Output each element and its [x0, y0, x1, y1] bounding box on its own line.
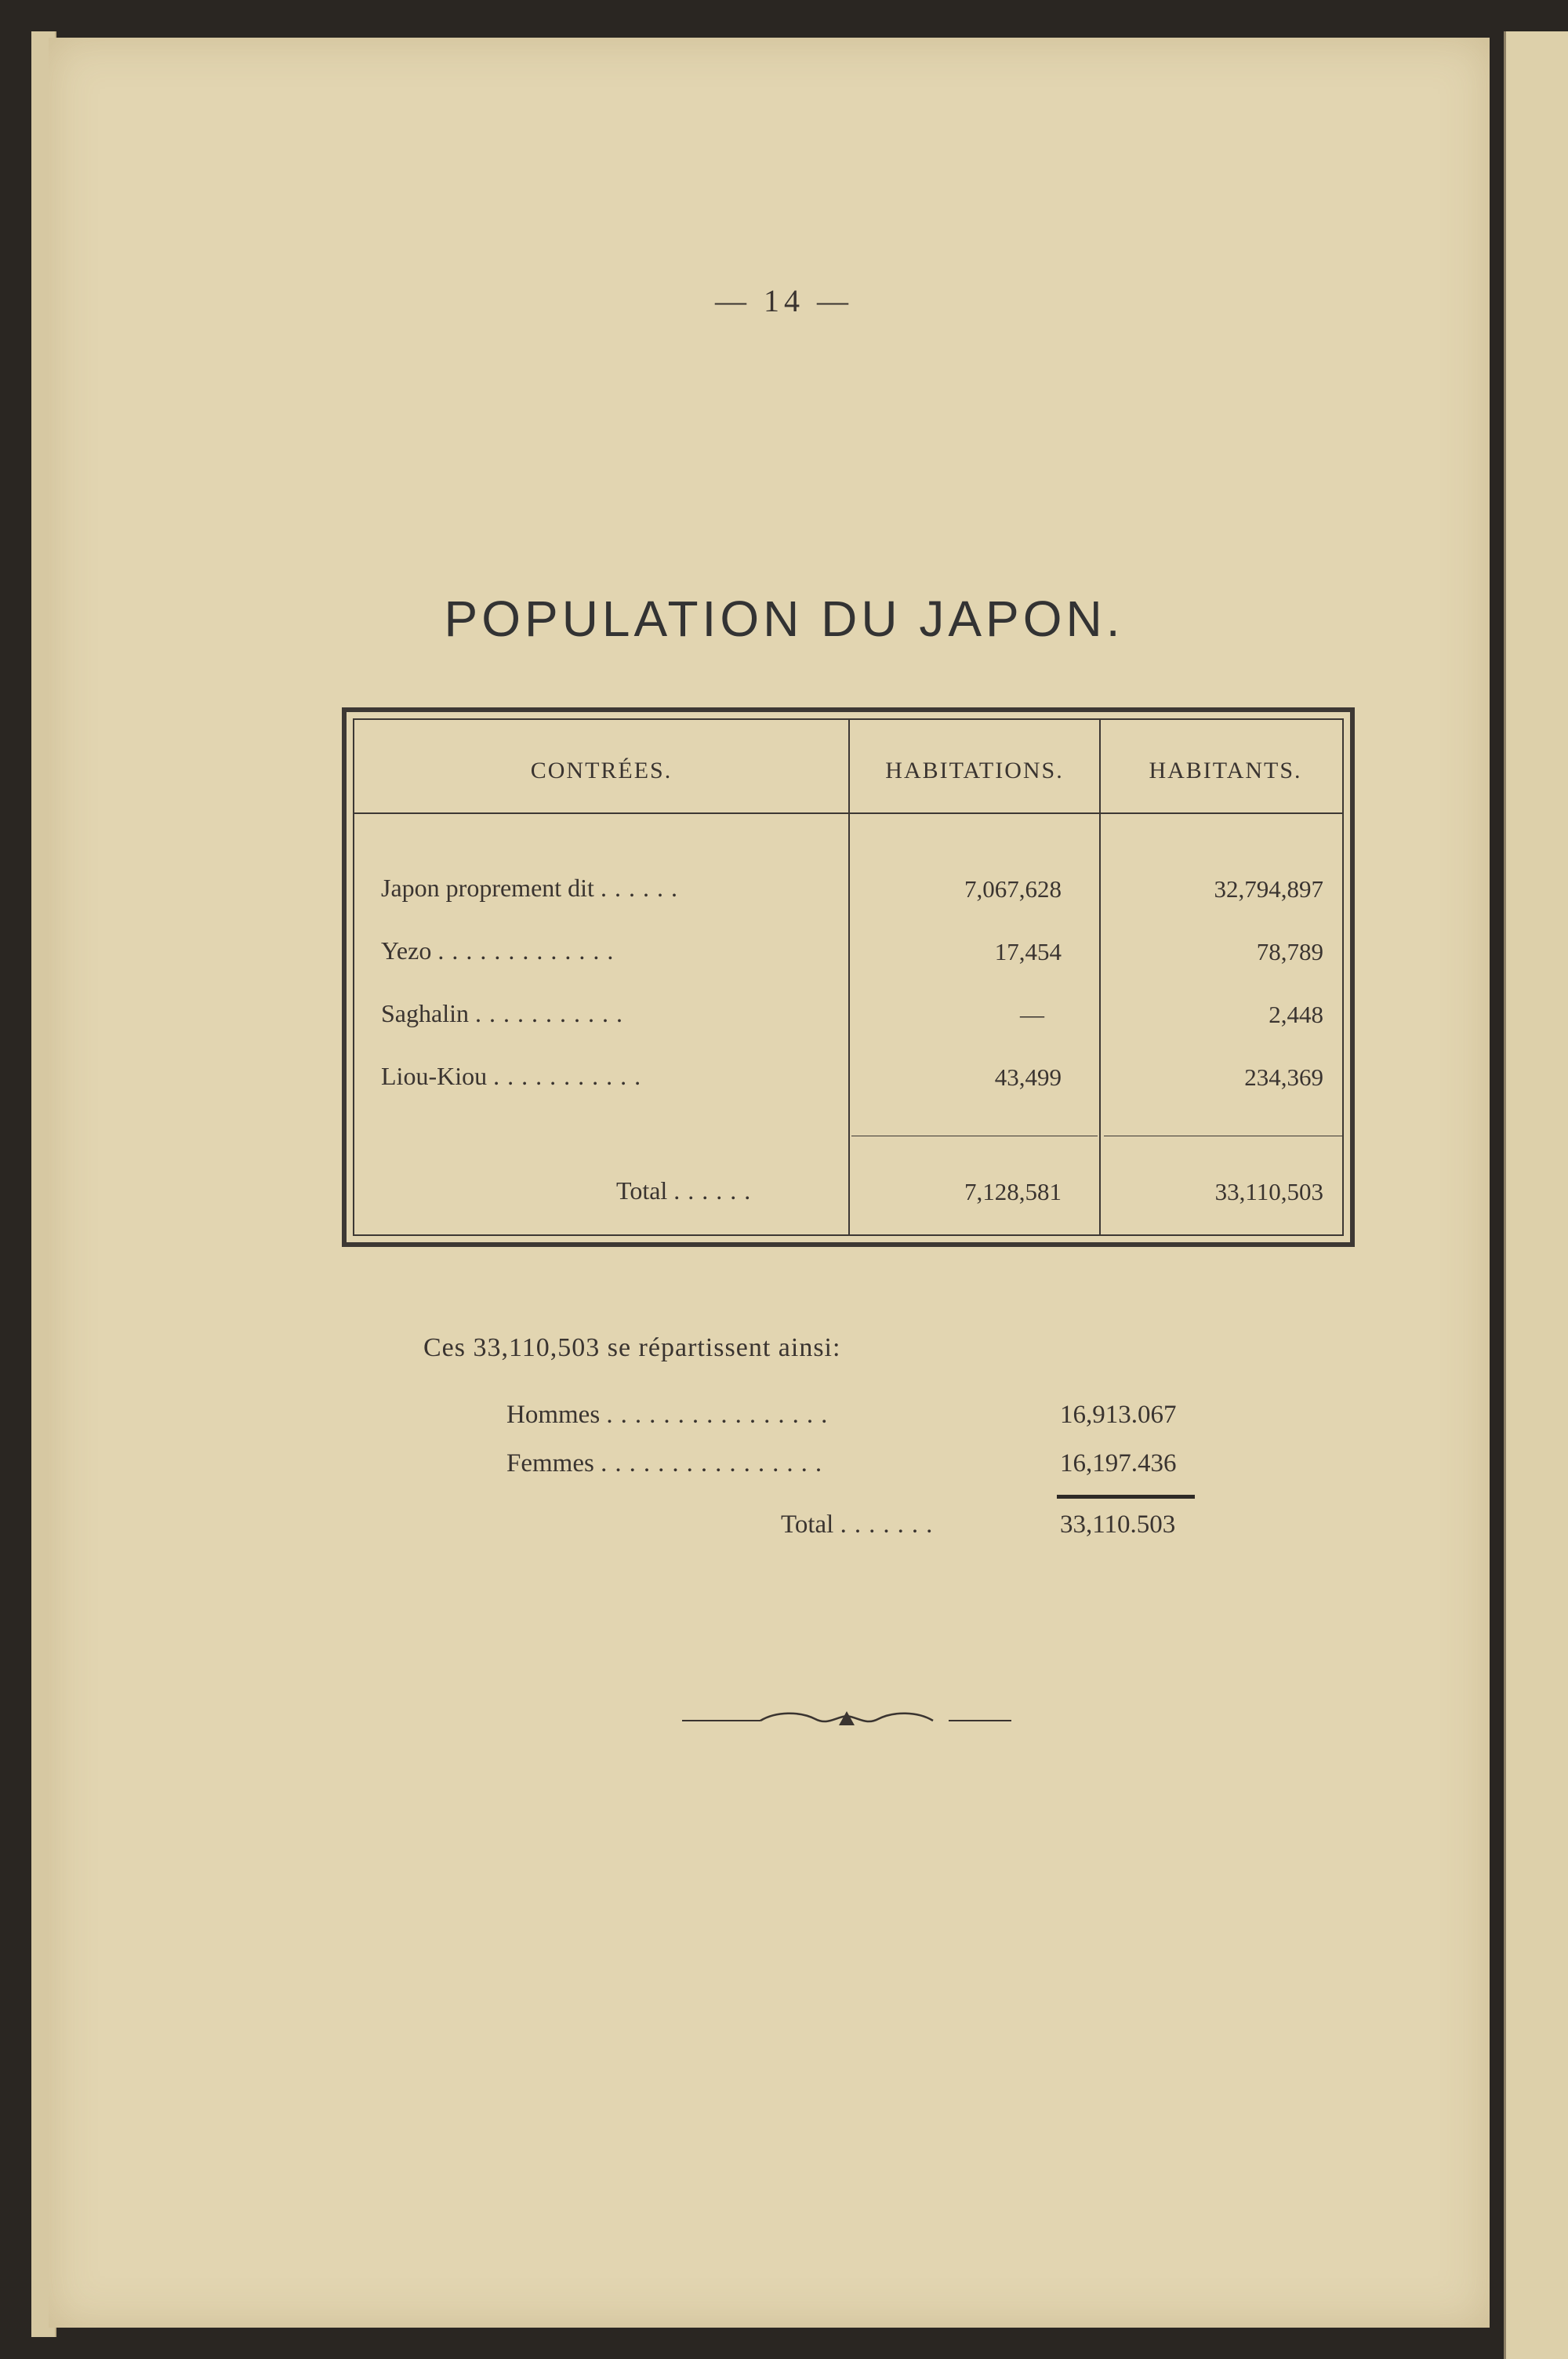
- population-table: [342, 707, 1355, 1247]
- leader-dots: .............: [437, 936, 622, 965]
- leader-dots: ......: [600, 874, 685, 902]
- leader-dots: ...........: [474, 999, 630, 1027]
- header-habitations: HABITATIONS.: [885, 758, 1064, 783]
- ornament-flourish-icon: [682, 1703, 1011, 1739]
- cell-habitations-liou-kiou: 43,499: [994, 1063, 1062, 1091]
- leader-dots: ......: [673, 1176, 759, 1205]
- page-title: POPULATION DU JAPON.: [444, 591, 1124, 647]
- breakdown-value-total: 33,110.503: [1060, 1510, 1176, 1539]
- breakdown-row-total: [781, 1510, 940, 1539]
- row-label-yezo: [381, 936, 621, 965]
- breakdown-value-hommes: 16,913.067: [1060, 1401, 1177, 1429]
- leader-dots: ................: [601, 1449, 830, 1478]
- cell-habitants-saghalin: 2,448: [1269, 1001, 1323, 1028]
- breakdown-row-femmes: [506, 1449, 829, 1478]
- breakdown-label: Total: [781, 1510, 834, 1539]
- column-divider-1: [848, 720, 850, 1234]
- cell-habitations-total: 7,128,581: [964, 1178, 1062, 1205]
- leader-dots: ...........: [493, 1062, 649, 1090]
- cell-habitants-japon: 32,794,897: [1214, 875, 1323, 903]
- breakdown-row-hommes: [506, 1401, 835, 1430]
- row-name: Yezo: [381, 936, 432, 965]
- row-name: Saghalin: [381, 999, 469, 1027]
- row-label-liou-kiou: [381, 1062, 648, 1091]
- row-label-japon: [381, 874, 685, 903]
- breakdown-label: Hommes: [506, 1401, 601, 1429]
- breakdown-intro: Ces 33,110,503 se répartissent ainsi:: [423, 1333, 841, 1362]
- next-page-edge: [1504, 31, 1568, 2359]
- cell-habitations-saghalin: —: [1020, 1001, 1044, 1028]
- header-habitants: HABITANTS.: [1149, 758, 1302, 783]
- cell-habitants-liou-kiou: 234,369: [1244, 1063, 1323, 1091]
- breakdown-value-femmes: 16,197.436: [1060, 1449, 1177, 1478]
- table-inner-border: [353, 718, 1344, 1236]
- header-contrees: CONTRÉES.: [530, 758, 673, 783]
- cell-habitants-total: 33,110,503: [1214, 1178, 1323, 1205]
- page-number: — 14 —: [715, 283, 853, 318]
- leader-dots: .......: [840, 1510, 941, 1539]
- cell-habitants-yezo: 78,789: [1256, 938, 1323, 965]
- row-name: Liou-Kiou: [381, 1062, 488, 1090]
- breakdown-label: Femmes: [506, 1449, 594, 1478]
- cell-habitations-japon: 7,067,628: [964, 875, 1062, 903]
- row-name: Japon proprement dit: [381, 874, 594, 902]
- column-divider-2: [1099, 720, 1101, 1234]
- row-label-total: [616, 1176, 758, 1205]
- row-label-saghalin: [381, 999, 630, 1028]
- cell-habitations-yezo: 17,454: [994, 938, 1062, 965]
- row-name: Total: [616, 1176, 668, 1205]
- breakdown-sum-rule: [1057, 1495, 1195, 1499]
- leader-dots: ................: [606, 1401, 836, 1429]
